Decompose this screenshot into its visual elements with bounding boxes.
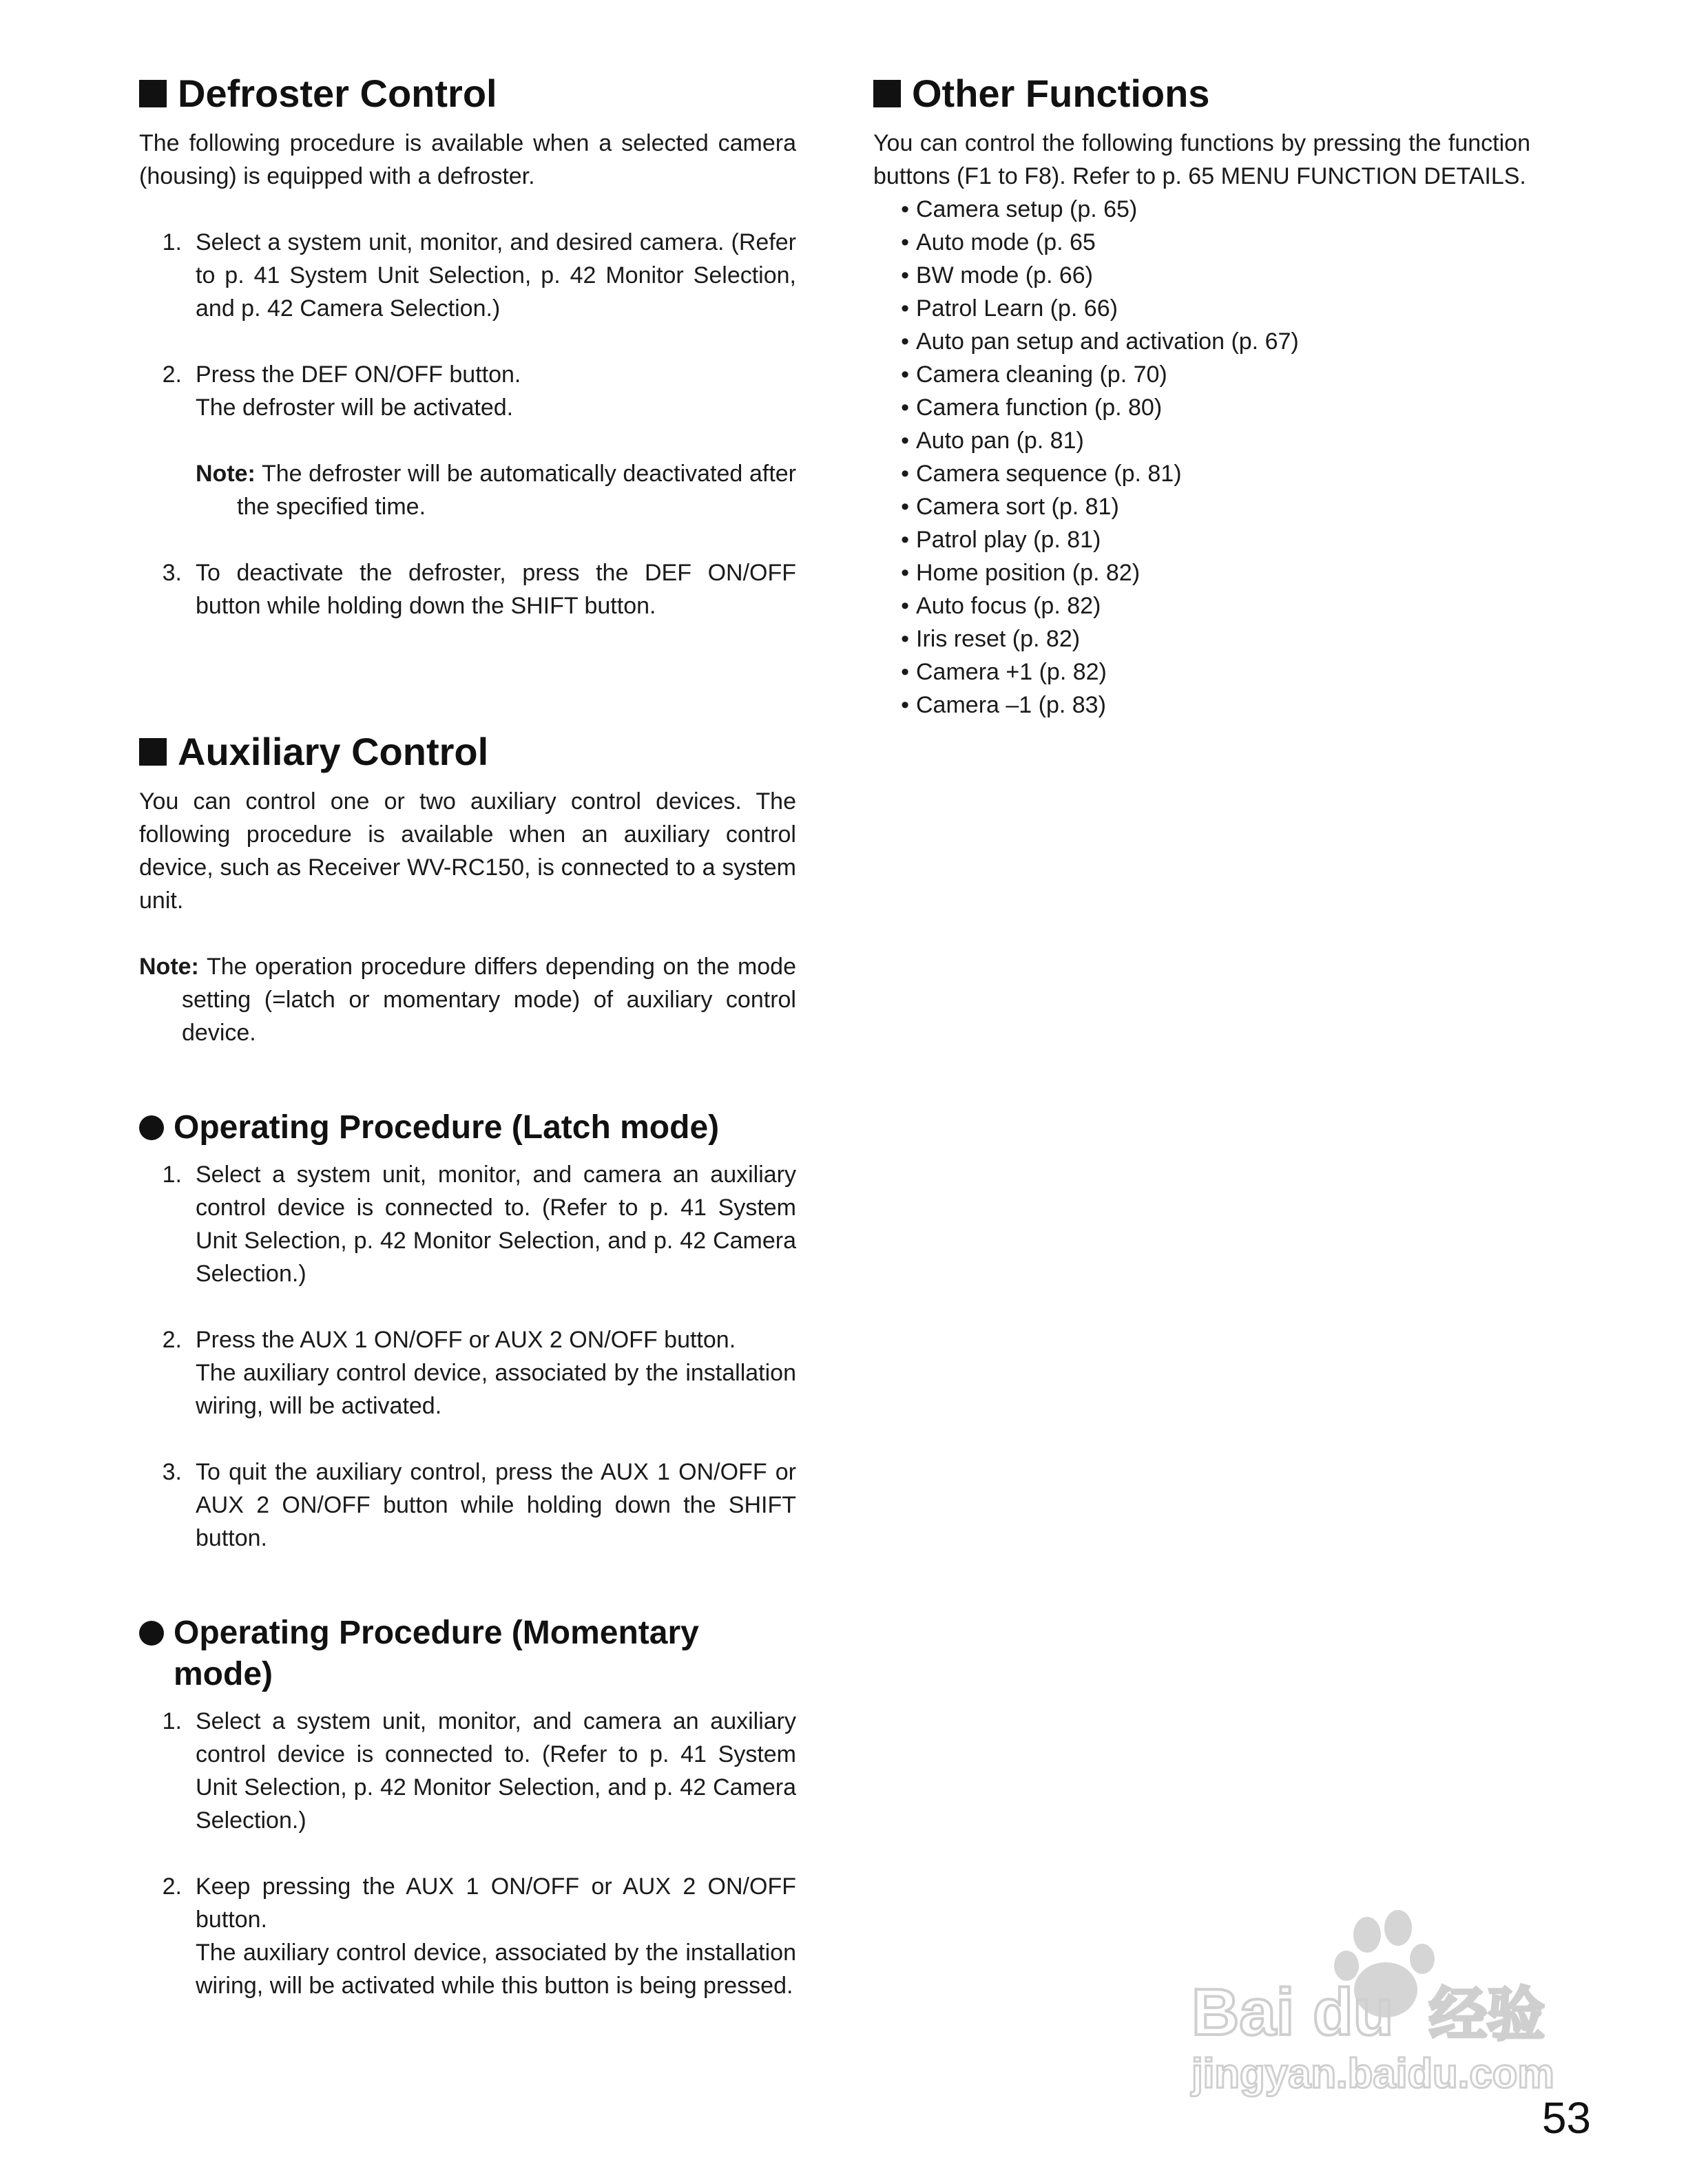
defroster-step-3 (139, 556, 796, 622)
list-item: • Patrol Learn (p. 66) (873, 292, 1530, 325)
list-item: • Camera –1 (p. 83) (873, 689, 1530, 722)
bullet-icon: • (901, 295, 909, 322)
step-text: Select a system unit, monitor, and camera an auxiliary control device is connected to. (Refer to p. 41 System Unit Selection, p. 42 Monitor Selection, and p. 42 Camera Selection.) (196, 1162, 796, 1287)
defroster-title: Defroster Control (178, 72, 497, 115)
step-text: Keep pressing the AUX 1 ON/OFF or AUX 2 ON/OFF button. (196, 1873, 796, 1933)
square-bullet-icon (139, 738, 167, 766)
other-functions-title: Other Functions (912, 72, 1210, 115)
step-text: Press the AUX 1 ON/OFF or AUX 2 ON/OFF button. (196, 1327, 736, 1353)
defroster-intro: The following procedure is available when a selected camera (housing) is equipped with a defroster. (139, 130, 796, 189)
watermark-brand-cn: 经验 (1429, 1981, 1546, 2048)
note-label: Note: (139, 954, 199, 980)
step-number: 1. (162, 229, 182, 255)
bullet-icon: • (901, 196, 909, 222)
list-item: • Auto focus (p. 82) (873, 589, 1530, 622)
auxiliary-intro: You can control one or two auxiliary control devices. The following procedure is available when an auxiliary control device, such as Receiver WV-RC150, is connected to a system unit. (139, 788, 796, 914)
watermark-brand: Bai du (1191, 1975, 1394, 2049)
list-item: • Home position (p. 82) (873, 556, 1530, 589)
circle-bullet-icon (139, 1621, 164, 1646)
step-text: To deactivate the defroster, press the DEF ON/OFF button while holding down the SHIFT button. (196, 560, 796, 619)
momentary-step-2 (139, 1870, 796, 2002)
list-item: • Camera +1 (p. 82) (873, 655, 1530, 689)
other-functions-heading (873, 69, 1530, 118)
square-bullet-icon (873, 80, 901, 107)
circle-bullet-icon (139, 1115, 164, 1140)
defroster-step-2 (139, 358, 796, 424)
bullet-icon: • (901, 593, 909, 619)
bullet-icon: • (901, 692, 909, 718)
bullet-icon: • (901, 494, 909, 520)
defroster-heading (139, 69, 796, 118)
step-text: To quit the auxiliary control, press the AUX 1 ON/OFF or AUX 2 ON/OFF button while holding down the SHIFT button. (196, 1459, 796, 1551)
square-bullet-icon (139, 80, 167, 107)
defroster-step-1 (139, 226, 796, 325)
list-item: • Patrol play (p. 81) (873, 523, 1530, 556)
latch-step-3 (139, 1456, 796, 1555)
step-text: Press the DEF ON/OFF button. (196, 361, 521, 388)
bullet-icon: • (901, 361, 909, 388)
note-text: The operation procedure differs depending on the mode setting (=latch or momentary mode) of auxiliary control device. (182, 954, 796, 1046)
bullet-icon: • (901, 560, 909, 586)
other-functions-intro: You can control the following functions by pressing the function buttons (F1 to F8). Refer to p. 65 MENU FUNCTION DETAILS. (873, 130, 1530, 189)
watermark-url: jingyan.baidu.com (1191, 2050, 1554, 2097)
step-number: 3. (162, 560, 182, 586)
bullet-icon: • (901, 229, 909, 255)
defroster-note (139, 457, 796, 523)
page-number: 53 (1541, 2093, 1591, 2143)
note-label: Note: (196, 461, 256, 487)
step-number: 2. (162, 361, 182, 388)
auxiliary-note (139, 950, 796, 1049)
list-item: • Auto pan setup and activation (p. 67) (873, 325, 1530, 358)
function-list (873, 193, 1530, 722)
baidu-jingyan-watermark (1185, 1907, 1570, 2100)
auxiliary-title: Auxiliary Control (178, 730, 489, 773)
list-item: • Camera function (p. 80) (873, 391, 1530, 424)
bullet-icon: • (901, 395, 909, 421)
list-item: • Camera cleaning (p. 70) (873, 358, 1530, 391)
step-text-result: The auxiliary control device, associated by the installation wiring, will be activated. (196, 1360, 796, 1419)
bullet-icon: • (901, 262, 909, 288)
bullet-icon: • (901, 428, 909, 454)
auxiliary-heading (139, 727, 796, 777)
bullet-icon: • (901, 659, 909, 685)
bullet-icon: • (901, 461, 909, 487)
step-text-result: The defroster will be activated. (196, 395, 514, 421)
list-item: • Camera setup (p. 65) (873, 193, 1530, 226)
bullet-icon: • (901, 626, 909, 652)
step-text-result: The auxiliary control device, associated by the installation wiring, will be activated while this button is being pressed. (196, 1940, 796, 1999)
left-column (139, 69, 796, 2002)
latch-heading (139, 1107, 796, 1148)
list-item: • Auto pan (p. 81) (873, 424, 1530, 457)
list-item: • Camera sequence (p. 81) (873, 457, 1530, 490)
latch-step-1 (139, 1158, 796, 1290)
momentary-heading (139, 1613, 796, 1695)
list-item: • BW mode (p. 66) (873, 259, 1530, 292)
list-item: • Auto mode (p. 65 (873, 226, 1530, 259)
step-number: 1. (162, 1162, 182, 1188)
list-item: • Iris reset (p. 82) (873, 622, 1530, 655)
latch-step-2 (139, 1323, 796, 1422)
step-number: 2. (162, 1873, 182, 1900)
step-number: 2. (162, 1327, 182, 1353)
step-number: 1. (162, 1708, 182, 1734)
bullet-icon: • (901, 328, 909, 355)
momentary-title: Operating Procedure (Momentary mode) (174, 1615, 699, 1692)
right-column (873, 69, 1530, 722)
step-text: Select a system unit, monitor, and desired camera. (Refer to p. 41 System Unit Selection, p. 42 Monitor Selection, and p. 42 Camera Selection.) (196, 229, 796, 322)
momentary-step-1 (139, 1705, 796, 1837)
step-text: Select a system unit, monitor, and camera an auxiliary control device is connected to. (Refer to p. 41 System Unit Selection, p. 42 Monitor Selection, and p. 42 Camera Selection.) (196, 1708, 796, 1834)
list-item: • Camera sort (p. 81) (873, 490, 1530, 523)
latch-title: Operating Procedure (Latch mode) (174, 1109, 720, 1146)
bullet-icon: • (901, 527, 909, 553)
note-text: The defroster will be automatically deactivated after the specified time. (237, 461, 796, 520)
step-number: 3. (162, 1459, 182, 1485)
